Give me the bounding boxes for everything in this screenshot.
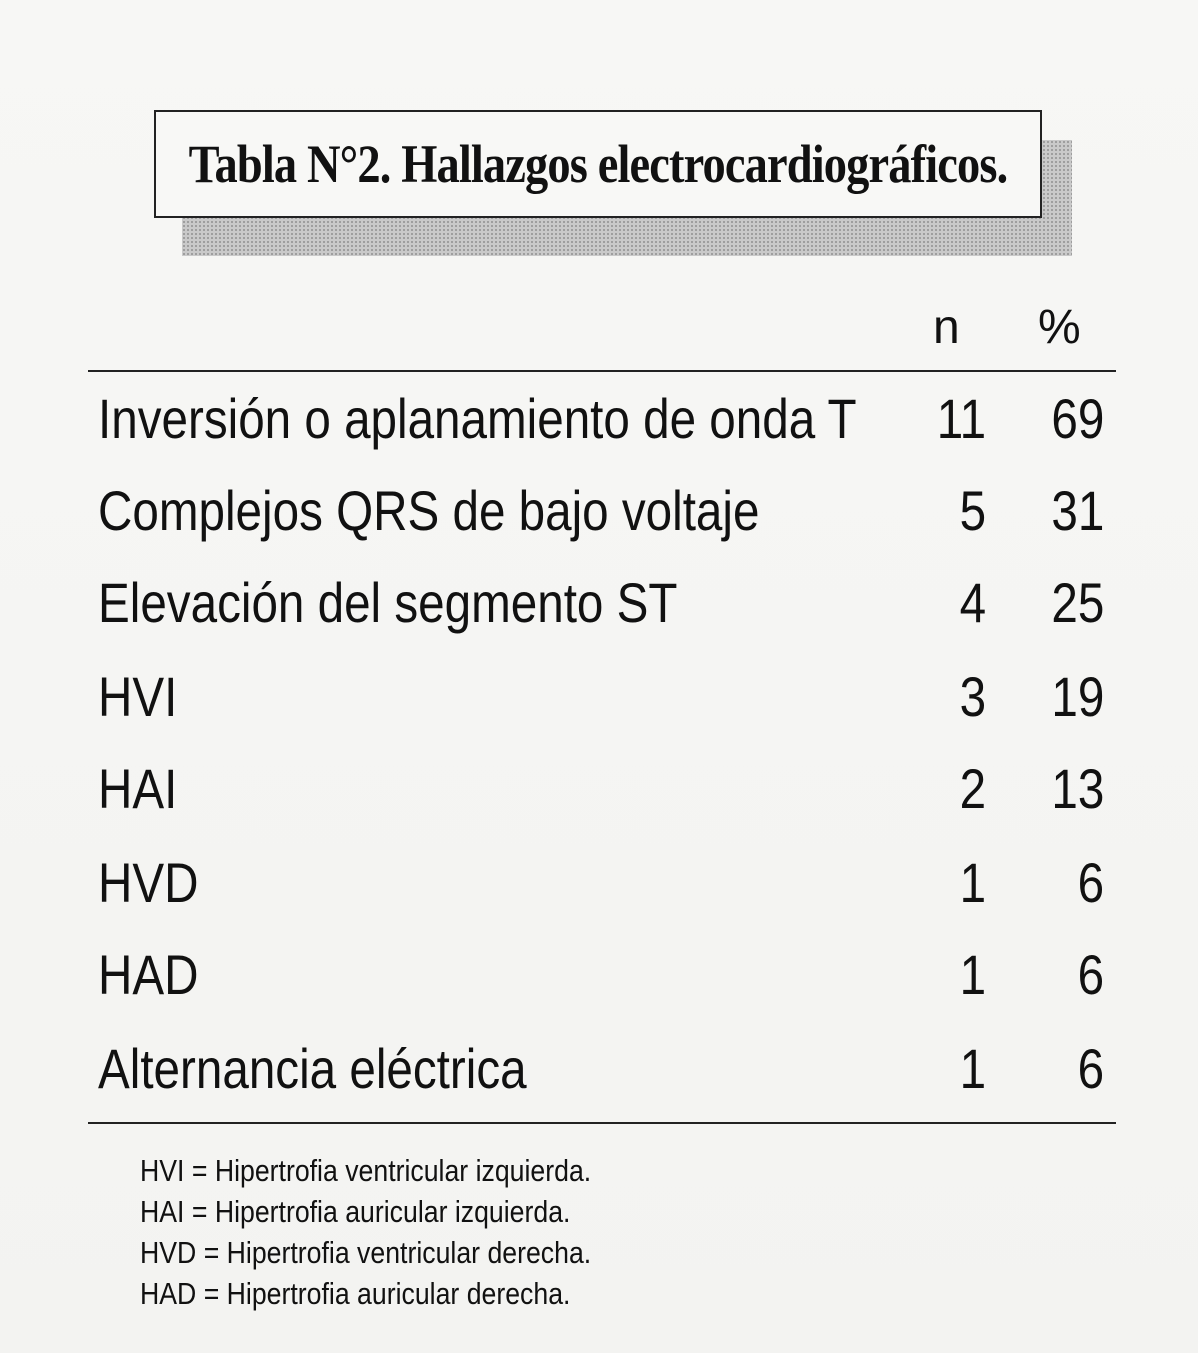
row-percent: 25: [1051, 571, 1104, 634]
row-n: 1: [959, 851, 986, 914]
row-n: 5: [959, 479, 986, 542]
footnote: HVI = Hipertrofia ventricular izquierda.: [140, 1153, 592, 1188]
row-label: HVD: [98, 851, 199, 914]
row-label: Elevación del segmento ST: [98, 571, 678, 634]
table-row: [88, 664, 1118, 744]
row-label: Alternancia eléctrica: [98, 1037, 527, 1100]
row-n: 1: [959, 943, 986, 1006]
footnote: HAI = Hipertrofia auricular izquierda.: [140, 1194, 571, 1229]
row-percent: 69: [1051, 387, 1104, 450]
header-percent: %: [1038, 301, 1081, 354]
row-percent: 6: [1077, 851, 1104, 914]
footnote: HVD = Hipertrofia ventricular derecha.: [140, 1235, 592, 1270]
row-label: HVI: [98, 665, 178, 728]
row-label: Inversión o aplanamiento de onda T: [98, 387, 857, 450]
row-n: 11: [936, 387, 986, 450]
table-row: [88, 850, 1118, 930]
table-title: Tabla N°2. Hallazgos electrocardiográficos.: [188, 134, 1008, 194]
bottom-rule: [88, 1122, 1116, 1124]
row-label: HAD: [98, 943, 199, 1006]
table-row: [88, 942, 1118, 1022]
table-row: [88, 386, 1118, 466]
table-row: [88, 1036, 1118, 1116]
row-percent: 31: [1051, 479, 1104, 542]
header-n: n: [933, 301, 960, 354]
row-percent: 13: [1051, 757, 1104, 820]
top-rule: [88, 370, 1116, 372]
row-percent: 6: [1077, 943, 1104, 1006]
row-label: Complejos QRS de bajo voltaje: [98, 479, 760, 542]
footnotes: [140, 1150, 665, 1314]
row-n: 1: [959, 1037, 986, 1100]
row-label: HAI: [98, 757, 178, 820]
footnote: HAD = Hipertrofia auricular derecha.: [140, 1276, 571, 1311]
title-box: [154, 110, 1042, 218]
table-row: [88, 756, 1118, 836]
table-row: [88, 570, 1118, 650]
table-row: [88, 478, 1118, 558]
row-n: 3: [959, 665, 986, 728]
row-percent: 6: [1077, 1037, 1104, 1100]
row-percent: 19: [1051, 665, 1104, 728]
row-n: 2: [959, 757, 986, 820]
row-n: 4: [959, 571, 986, 634]
